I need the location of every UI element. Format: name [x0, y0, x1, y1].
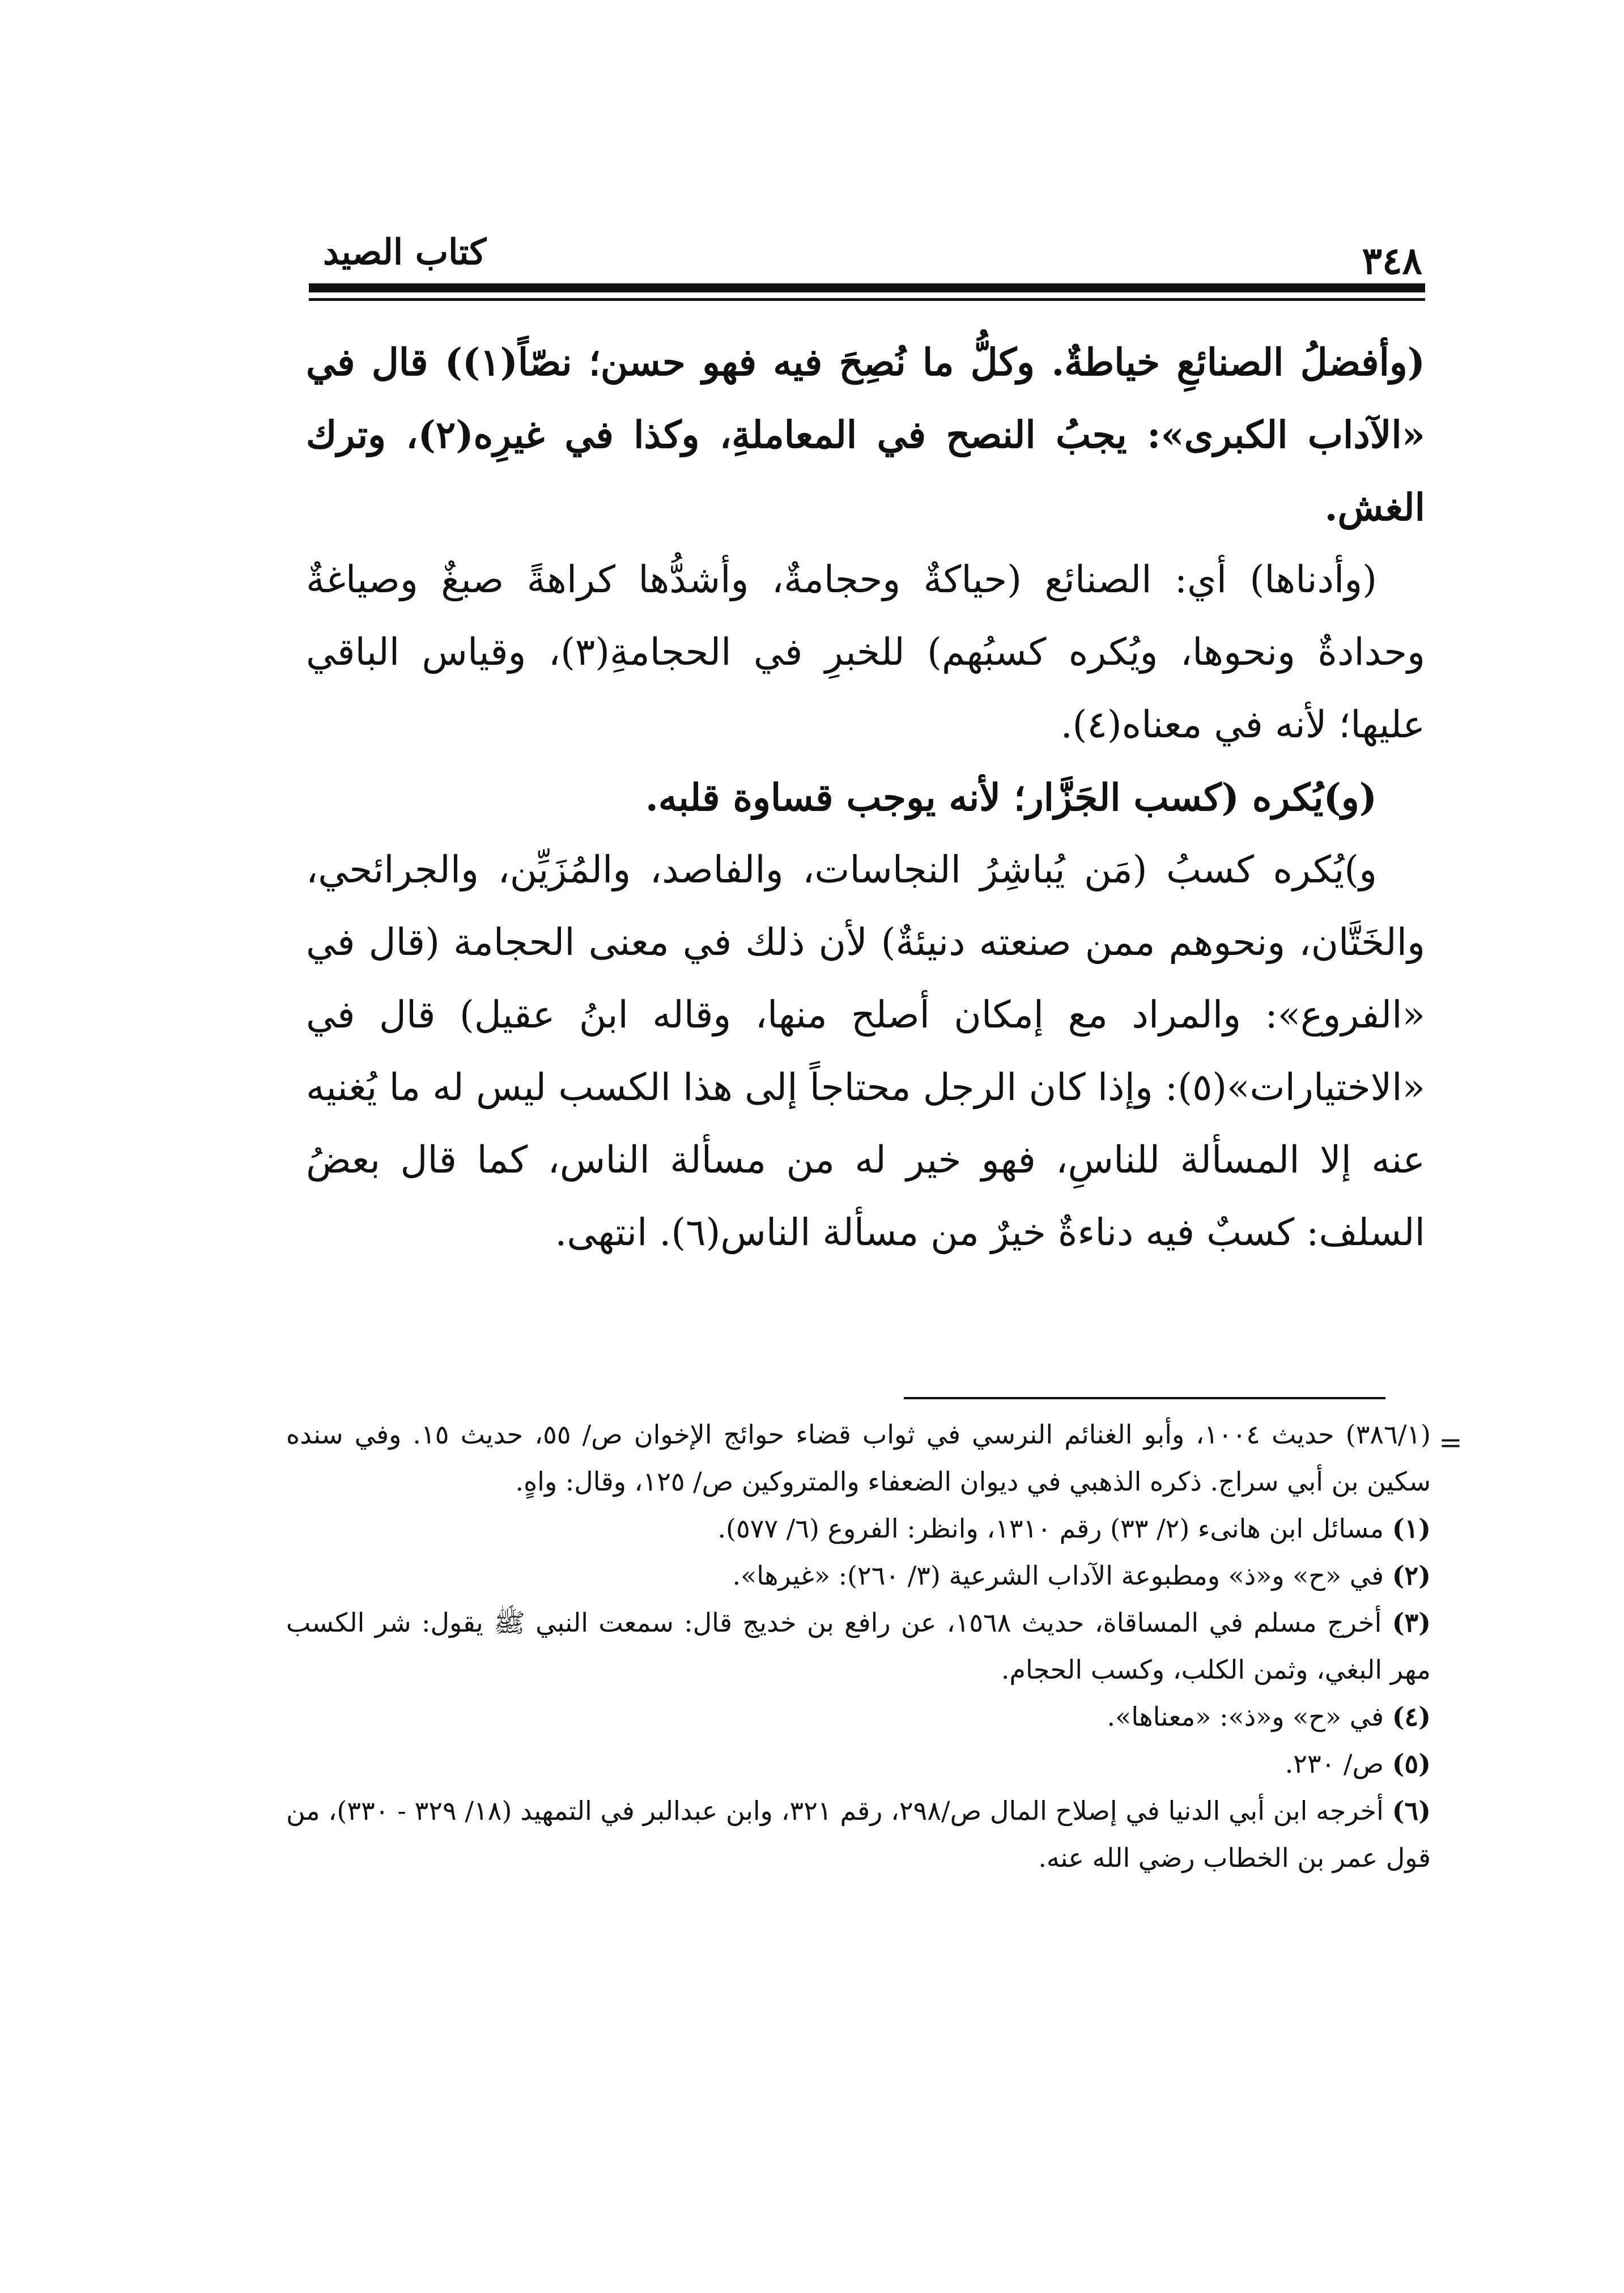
footnote-5 — [286, 1740, 1431, 1787]
paragraph-1: (وأفضلُ الصنائعِ خياطةٌ. وكلُّ ما نُصِحَ فيه فهو حسن؛ نصّاً(١)) قال في «الآداب الكبرى»: يجبُ النصح في المعاملةِ، وكذا في غيرِه(٢)، وترك الغش. — [306, 340, 1426, 529]
footnote-continuation: (٣٨٦/١) حديث ١٠٠٤، وأبو الغنائم النرسي في ثواب قضاء حوائج الإخوان ص/ ٥٥، حديث ١٥. وفي سنده سكين بن أبي سراج. ذكره الذهبي في ديوان الضعفاء والمتروكين ص/ ١٢٥، وقال: واهٍ. — [286, 1419, 1431, 1497]
paragraph-3: (و)يُكره (كسب الجَزَّار؛ لأنه يوجب قساوة قلبه. — [645, 775, 1377, 819]
running-header-title: كتاب الصيد — [323, 231, 487, 273]
footnote-text: في «ح» و«ذ»: «معناها». — [1107, 1701, 1384, 1732]
page-number: ٣٤٨ — [1362, 239, 1422, 283]
footnote-text: مسائل ابن هانىء (٢/ ٣٣) رقم ١٣١٠، وانظر: الفروع (٦/ ٥٧٧). — [717, 1513, 1384, 1544]
header-rule-thick — [309, 283, 1425, 292]
footnote-3 — [286, 1599, 1431, 1693]
header-rule-thin — [309, 298, 1425, 301]
footnotes — [286, 1411, 1431, 1882]
footnote-text: أخرج مسلم في المساقاة، حديث ١٥٦٨، عن رافع بن خديج قال: سمعت النبي ﷺ يقول: شر الكسب مهر البغي، وثمن الكلب، وكسب الحجام. — [286, 1607, 1431, 1685]
footnote-number: (٢) — [1392, 1560, 1431, 1591]
paragraph-2: (وأدناها) أي: الصنائع (حياكةٌ وحجامةٌ، وأشدُّها كراهةً صبغٌ وصياغةٌ وحدادةٌ ونحوها، ويُكره كسبُهم) للخبرِ في الحجامةِ(٣)، وقياس الباقي عليها؛ لأنه في معناه(٤). — [306, 558, 1425, 746]
paragraph-4: و)يُكره كسبُ (مَن يُباشِرُ النجاسات، والفاصد، والمُزَيِّن، والجرائحي، والخَتَّان، ونحوهم ممن صنعته دنيئةٌ) لأن ذلك في معنى الحجامة (قال في «الفروع»: والمراد مع إمكان أصلح منها، وقاله ابنُ عقيل) قال في «الاختيارات»(٥): وإذا كان الرجل محتاجاً إلى هذا الكسب ليس له ما يُغنيه عنه إلا المسألة للناسِ، فهو خير له من مسألة الناس، كما قال بعضُ السلف: كسبٌ فيه دناءةٌ خيرٌ من مسألة الناس(٦). انتهى. — [306, 848, 1425, 1254]
footnote-2 — [286, 1552, 1431, 1599]
main-text — [306, 326, 1425, 1269]
footnote-text: أخرجه ابن أبي الدنيا في إصلاح المال ص/٢٩٨، رقم ٣٢١، وابن عبدالبر في التمهيد (١٨/ ٣٢٩ - ٣٣٠)، من قول عمر بن الخطاب رضي الله عنه. — [286, 1795, 1431, 1873]
footnote-text: في «ح» و«ذ» ومطبوعة الآداب الشرعية (٣/ ٢٦٠): «غيرها». — [732, 1560, 1384, 1591]
footnote-number: (٤) — [1392, 1701, 1431, 1732]
continuation-mark: = — [1439, 1426, 1463, 1459]
footnote-number: (١) — [1392, 1513, 1431, 1544]
footnote-number: (٦) — [1392, 1795, 1431, 1826]
footnote-text: ص/ ٢٣٠. — [1285, 1748, 1384, 1779]
footnote-6 — [286, 1787, 1431, 1882]
footnote-1 — [286, 1505, 1431, 1552]
footnote-number: (٥) — [1392, 1748, 1431, 1779]
footnote-4 — [286, 1693, 1431, 1740]
footnote-separator — [904, 1397, 1385, 1399]
footnote-number: (٣) — [1392, 1607, 1431, 1638]
